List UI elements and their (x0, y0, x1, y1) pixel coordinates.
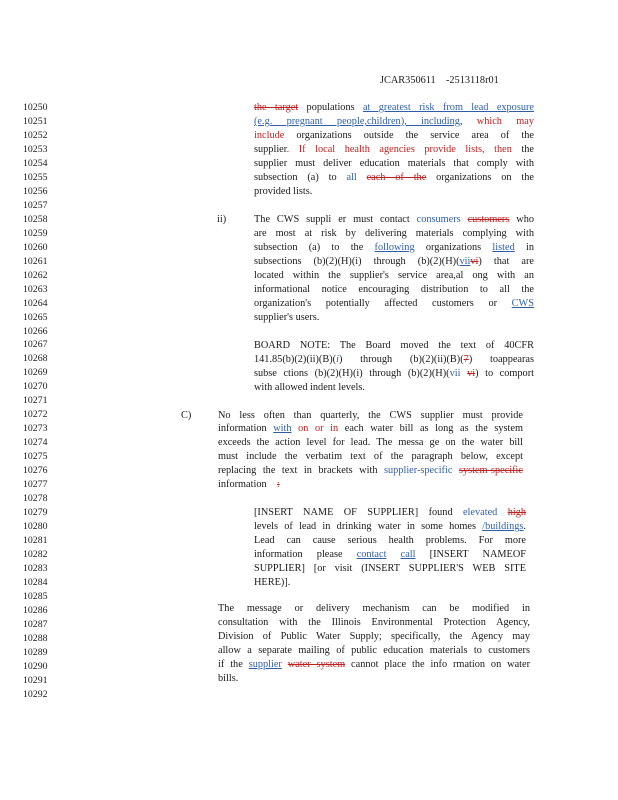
line-number-column (23, 101, 48, 702)
line-number: 10270 (23, 381, 48, 393)
line-number: 10250 (23, 102, 48, 113)
text-line (254, 311, 534, 325)
text-line (218, 672, 530, 686)
text-line (254, 143, 534, 157)
inserted-text: supplier-specific (384, 465, 453, 477)
text-run: levels of lead in drinking water in some homes (254, 521, 476, 533)
line-number: 10254 (23, 157, 48, 169)
line-number: 10277 (23, 479, 48, 491)
text-run: subsection (a) to (254, 171, 347, 183)
text-run: in (514, 241, 534, 253)
text-line (218, 478, 523, 492)
text-run: ) that are (478, 255, 534, 267)
text-run: Division of Public Water Supply; specifically, the Agency may (218, 630, 530, 642)
deleted-text: vi (467, 367, 476, 379)
text-run: The message or delivery mechanism can be modified in (218, 602, 530, 614)
item-label-ii: ii) (217, 213, 227, 225)
inserted-text: with (273, 423, 292, 435)
inserted-text: at greatest risk from lead exposure (362, 102, 534, 113)
line-number: 10268 (23, 353, 48, 365)
line-number: 10288 (23, 632, 48, 644)
line-number: 10252 (23, 129, 48, 141)
text-run: bills. (218, 672, 239, 684)
text-line (254, 506, 526, 520)
inserted-text: contact (356, 549, 387, 561)
text-line (254, 213, 534, 227)
text-run: [INSERT NAME OF SUPPLIER] found (254, 507, 463, 519)
document-revision: -2513118r01 (445, 75, 499, 86)
text-line (218, 658, 530, 672)
text-run: replacing the text in brackets with (218, 465, 384, 477)
text-run: ) to comport (475, 367, 534, 379)
line-number: 10264 (23, 297, 48, 309)
deleted-text: the target (254, 102, 299, 113)
text-run: subsections (b)(2)(H)(i) through (b)(2)(H)( (254, 255, 460, 267)
line-number: 10253 (23, 143, 48, 155)
line-number: 10259 (23, 227, 48, 239)
text-run: [INSERT NAMEOF (415, 549, 526, 561)
paragraph-ii (254, 213, 534, 325)
text-run: information (218, 423, 274, 435)
text-line (254, 101, 534, 115)
text-run: organizations (414, 241, 493, 253)
board-note (254, 339, 534, 395)
water-bill-message (254, 506, 526, 590)
text-run: the (511, 143, 535, 155)
text-line (254, 367, 534, 381)
text-line (254, 115, 534, 129)
document-header (380, 75, 499, 86)
text-run: if the (218, 658, 249, 670)
revised-text: on or in (298, 423, 339, 435)
text-run: organizations on the (426, 171, 534, 183)
inserted-text: vii (459, 255, 471, 267)
text-run: cannot place the info rmation on water (345, 658, 530, 670)
inserted-text: CWS (511, 297, 534, 309)
text-run: consultation with the Illinois Environmental Protection Agency, (218, 616, 530, 628)
inserted-text: . If local health agencies provide lists, then (286, 143, 512, 155)
deleted-text: water system (287, 658, 346, 670)
text-run: each water bill as long as the system (338, 423, 523, 435)
text-run: BOARD NOTE: The Board moved the text of 40CFR (254, 339, 534, 351)
text-run: supplier (254, 143, 287, 155)
document-id: JCAR350611 (380, 75, 436, 86)
text-line (254, 185, 534, 199)
line-number: 10263 (23, 283, 48, 295)
text-run: supplier must deliver education materials that comply with (254, 157, 534, 169)
deleted-text: each of the (366, 171, 427, 183)
text-line (254, 520, 526, 534)
text-line (218, 436, 523, 450)
line-number: 10256 (23, 185, 48, 197)
text-line (254, 353, 534, 367)
text-run: HERE)]. (254, 577, 291, 589)
text-line (254, 576, 526, 590)
text-run: ) through (b)(2)(ii)(B)( (338, 353, 464, 365)
text-line (218, 450, 523, 464)
line-number: 10267 (23, 339, 48, 351)
text-run: subse ctions (b)(2)(H)(i) through (b)(2)(H)( (254, 367, 450, 379)
text-line (218, 630, 530, 644)
line-number: 10291 (23, 674, 48, 686)
text-line (254, 339, 534, 353)
line-number: 10271 (23, 395, 48, 407)
text-run: with allowed indent levels. (254, 381, 365, 393)
inserted-text: elevated (462, 507, 498, 519)
text-run: information please (254, 549, 357, 561)
revised-text: which may (476, 115, 534, 127)
text-run: supplier's users. (254, 311, 320, 323)
text-run: who (509, 213, 534, 225)
text-line (218, 422, 523, 436)
text-line (254, 129, 534, 143)
deleted-text: system-specific (458, 465, 523, 477)
paragraph-c (218, 409, 523, 493)
line-number: 10283 (23, 562, 48, 574)
inserted-text: call (400, 549, 416, 561)
text-run: Lead can cause serious health problems. For more (254, 535, 526, 547)
line-number: 10280 (23, 521, 48, 533)
line-number: 10257 (23, 199, 48, 211)
inserted-text: all (346, 171, 357, 183)
deleted-text: high (507, 507, 526, 519)
text-run: organizations outside the service area of the (296, 129, 534, 141)
inserted-text: (e.g. pregnant people,children), including (254, 115, 460, 127)
line-number: 10272 (23, 409, 48, 421)
text-run: subsection (a) to the (254, 241, 375, 253)
line-number: 10287 (23, 618, 48, 630)
text-run: must include the verbatim text of the paragraph below, except (218, 451, 523, 463)
line-number: 10255 (23, 171, 48, 183)
text-run: located within the supplier's service area,al ong with an (254, 269, 534, 281)
line-number: 10290 (23, 660, 48, 672)
text-run: exceeds the action level for lead. The messa ge on the water bill (218, 437, 523, 449)
paragraph-delivery-mechanism (218, 602, 530, 686)
inserted-text: listed (492, 241, 515, 253)
text-line (254, 562, 526, 576)
line-number: 10251 (23, 115, 48, 127)
inserted-text: /buildings (482, 521, 524, 533)
text-line (254, 171, 534, 185)
text-line (254, 157, 534, 171)
deleted-text: vi (470, 255, 479, 267)
line-number: 10262 (23, 269, 48, 281)
text-line (218, 616, 530, 630)
text-run: provided lists. (254, 185, 313, 197)
line-number: 10273 (23, 423, 48, 435)
line-number: 10276 (23, 465, 48, 477)
deleted-text: customers (467, 213, 510, 225)
text-run: No less often than quarterly, the CWS supplier must provide (218, 409, 523, 421)
line-number: 10282 (23, 549, 48, 560)
text-run: are most at risk by delivering materials complying with (254, 227, 534, 239)
text-line (254, 241, 534, 255)
line-number: 10289 (23, 646, 48, 658)
line-number: 10266 (23, 325, 48, 337)
text-line (254, 227, 534, 241)
text-run: information (218, 479, 267, 491)
line-number: 10265 (23, 311, 48, 323)
text-line (218, 464, 523, 478)
item-label-c: C) (181, 409, 192, 421)
text-line (254, 534, 526, 548)
text-run: allow a separate mailing of public education materials to customers (218, 644, 530, 656)
text-line (254, 297, 534, 311)
deleted-text: 7 (463, 353, 469, 365)
deleted-text: : (276, 479, 280, 491)
text-run: organization's potentially affected customers or (254, 297, 512, 309)
inserted-text: following (374, 241, 415, 253)
text-run: The CWS suppli er must contact (254, 213, 417, 225)
revised-text: include (254, 129, 285, 141)
text-line (218, 409, 523, 423)
line-number: 10279 (23, 507, 48, 519)
text-run: , (459, 115, 477, 127)
text-line (254, 255, 534, 269)
text-line (254, 381, 534, 395)
line-number: 10281 (23, 535, 48, 547)
inserted-text: vii (449, 367, 461, 379)
inserted-text: i (336, 353, 339, 365)
line-number: 10269 (23, 367, 48, 379)
text-run: 141.85(b)(2)(ii)(B)( (254, 353, 337, 365)
paragraph-local-lists (254, 101, 534, 199)
line-number: 10275 (23, 451, 48, 463)
line-number: 10274 (23, 437, 48, 449)
line-number: 10284 (23, 576, 48, 588)
line-number: 10292 (23, 688, 48, 700)
text-run: ) toappearas (468, 353, 535, 365)
line-number: 10258 (23, 213, 48, 225)
line-number: 10278 (23, 493, 48, 505)
text-run: informational notice encouraging distribution to all the (254, 283, 534, 295)
text-run: populations (298, 102, 363, 113)
text-line (254, 283, 534, 297)
text-line (254, 548, 526, 562)
inserted-text: consumers (416, 213, 461, 225)
text-line (218, 644, 530, 658)
text-run: . (523, 521, 526, 533)
text-line (218, 602, 530, 616)
text-line (254, 269, 534, 283)
line-number: 10260 (23, 241, 48, 253)
line-number: 10286 (23, 604, 48, 616)
line-number: 10285 (23, 590, 48, 602)
line-number: 10261 (23, 255, 48, 267)
inserted-text: supplier (248, 658, 282, 670)
text-run: SUPPLIER] [or visit (INSERT SUPPLIER'S WEB SITE (254, 563, 526, 575)
